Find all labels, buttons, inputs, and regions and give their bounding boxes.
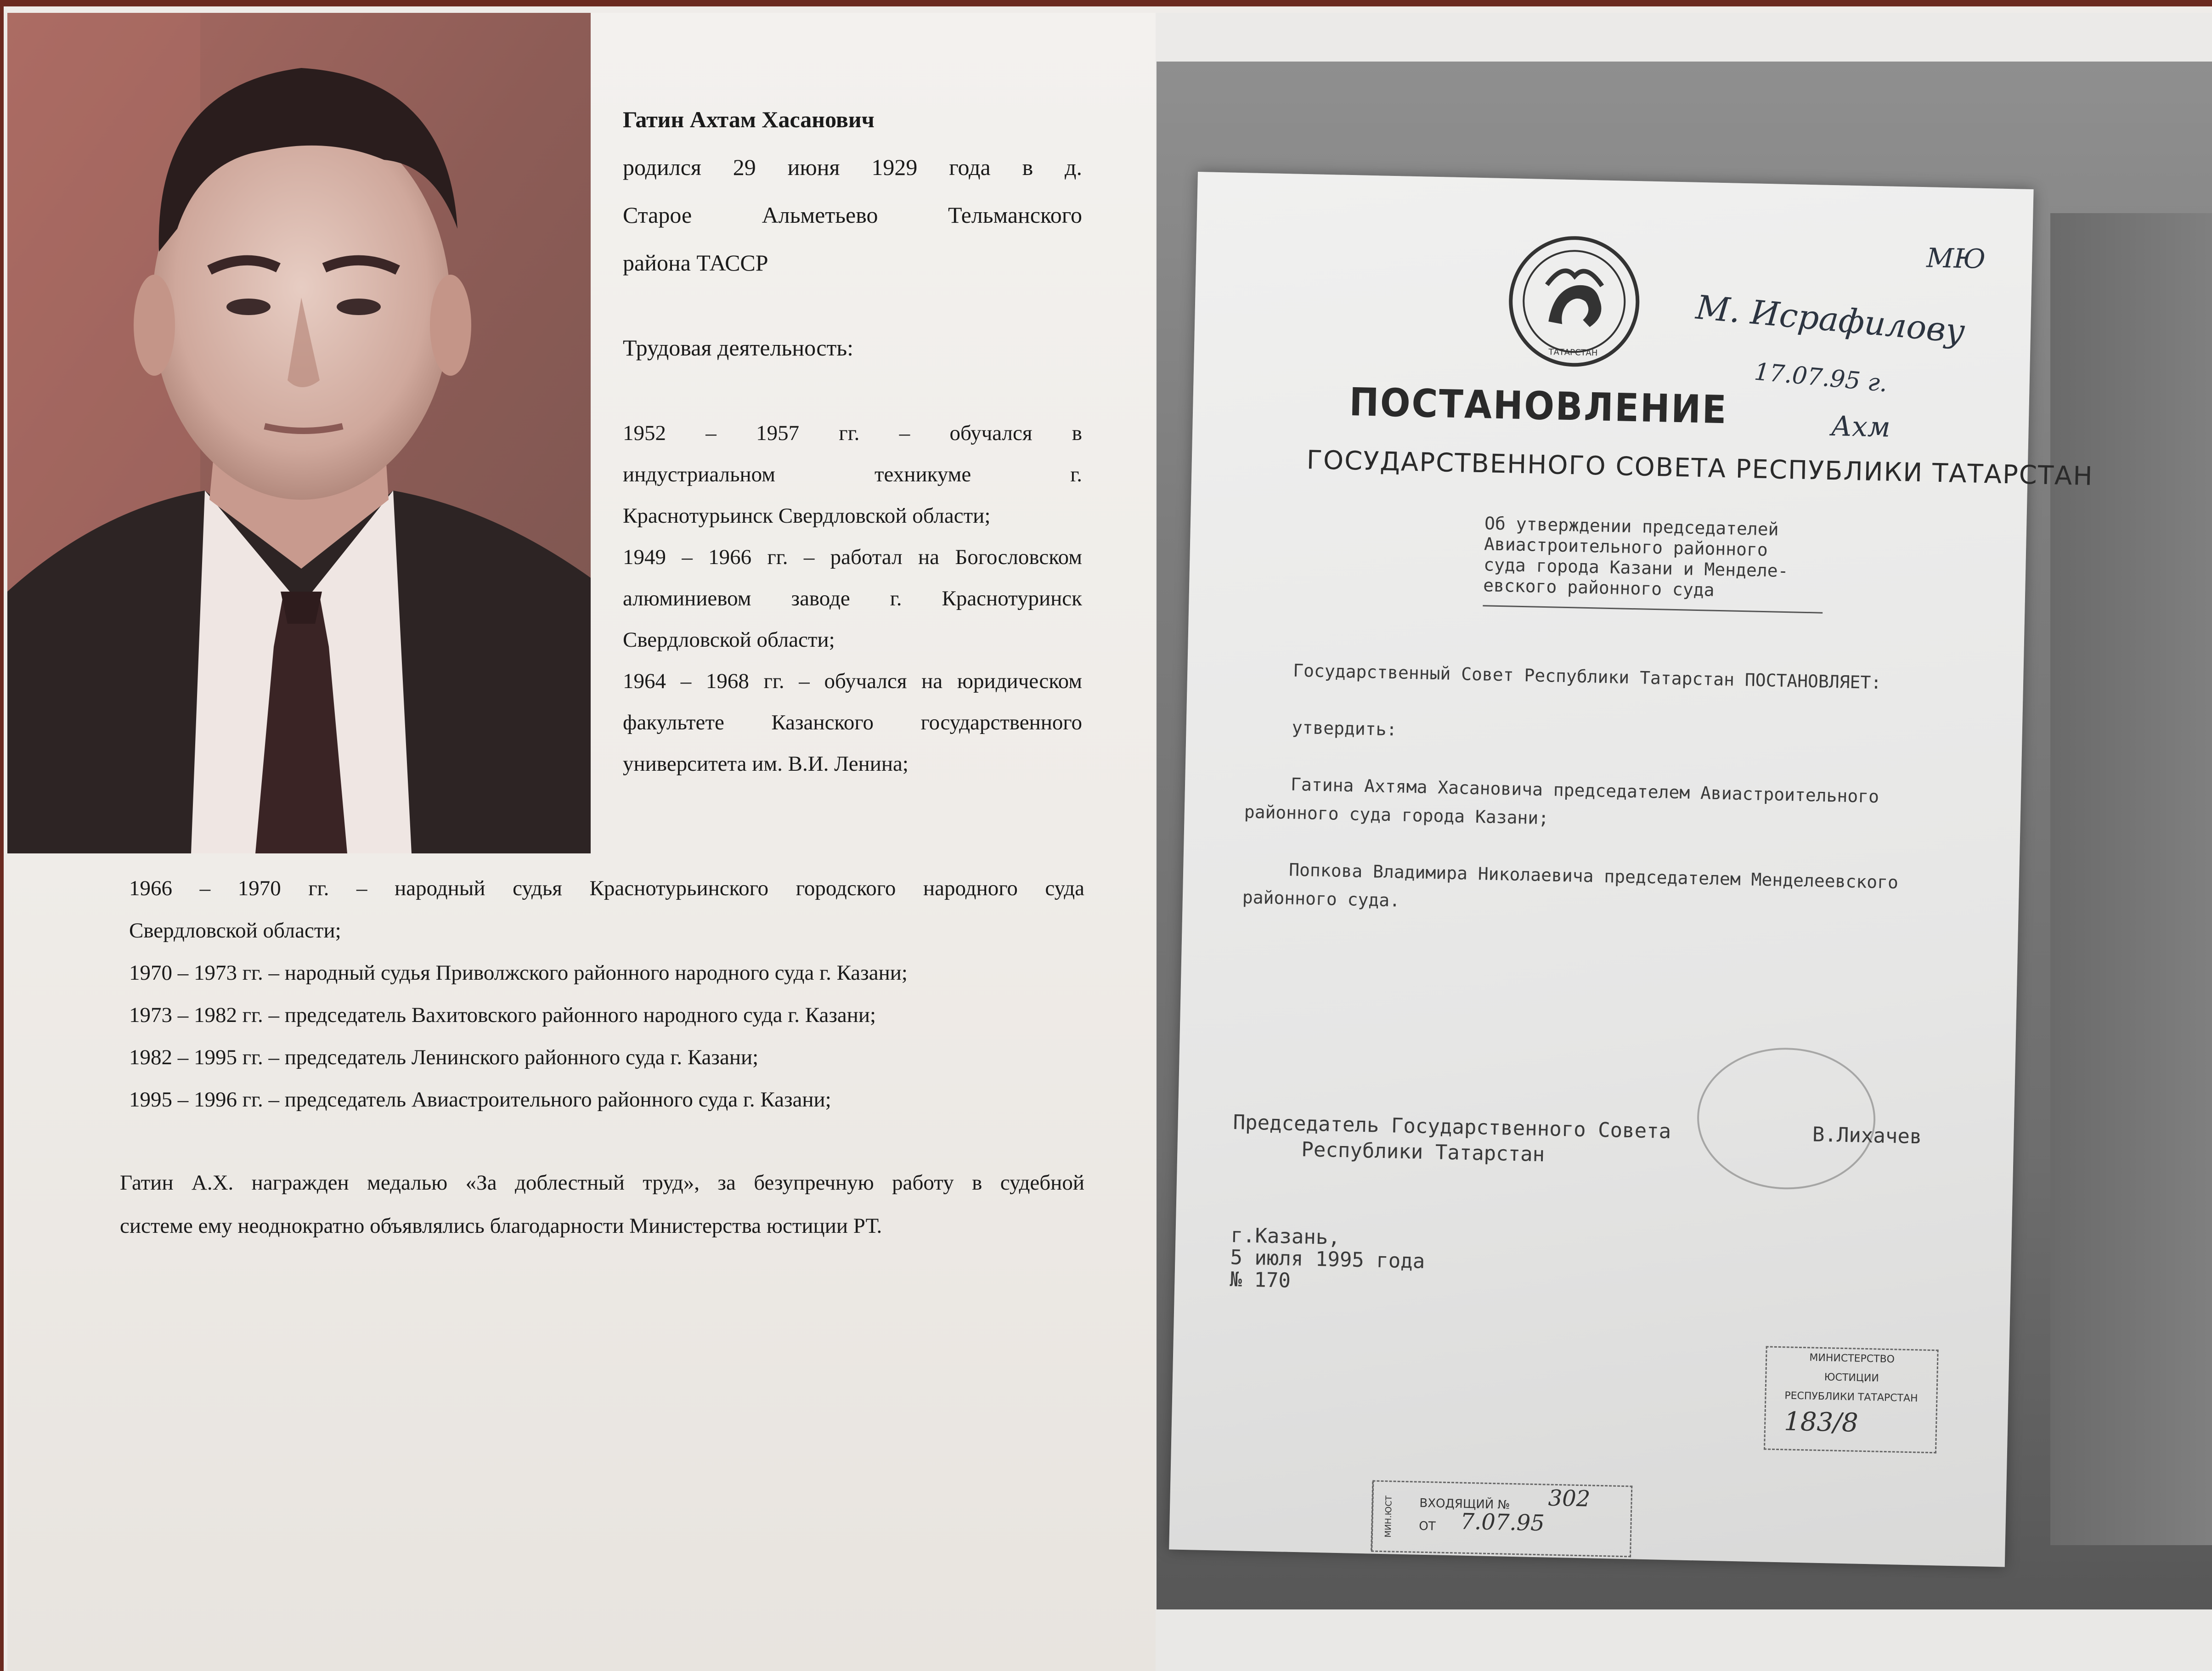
- ministry-stamp-line: ЮСТИЦИИ: [1824, 1372, 1879, 1384]
- signer-position: Республики Татарстан: [1301, 1138, 1545, 1167]
- bio-intro: [623, 96, 1082, 287]
- incoming-stamp-side: МИН.ЮСТ: [1371, 1482, 1405, 1551]
- career-line: 1949 – 1966 гг. – работал на Богословском: [623, 545, 1082, 569]
- incoming-number: 302: [1548, 1485, 1591, 1512]
- bio-intro-line: родился 29 июня 1929 года в д.: [623, 154, 1082, 180]
- career-line: 1973 – 1982 гг. – председатель Вахитовского районного народного суда г. Казани;: [129, 1003, 876, 1027]
- career-line: индустриальном техникуме г.: [623, 463, 1082, 486]
- handwritten-corner-mark: МЮ: [1926, 242, 1986, 275]
- resolution-document: [1169, 172, 2094, 1567]
- career-list-narrow: [623, 412, 1082, 785]
- emblem-text: ТАТАРСТАН: [1548, 347, 1598, 358]
- body-item-line: Гатина Ахтяма Хасановича председателем Авиастроительного: [1290, 774, 1879, 807]
- incoming-label: ВХОДЯЩИЙ №: [1419, 1496, 1510, 1512]
- career-line: Свердловской области;: [623, 628, 835, 652]
- document-subtitle: ГОСУДАРСТВЕННОГО СОВЕТА РЕСПУБЛИКИ ТАТАРСТАН: [1306, 445, 2094, 491]
- ministry-stamp-line: РЕСПУБЛИКИ ТАТАРСТАН: [1784, 1390, 1918, 1405]
- signer-name: В.Лихачев: [1812, 1123, 1922, 1149]
- photo-background: [2050, 213, 2212, 1545]
- ministry-stamp: [1764, 1346, 1939, 1453]
- subject-line: евского районного суда: [1483, 575, 1715, 600]
- career-list-wide: [129, 867, 1084, 1121]
- incoming-from-label: ОТ: [1419, 1519, 1436, 1534]
- document-body: [1242, 655, 1945, 926]
- handwritten-initials: Ахм: [1830, 410, 1891, 444]
- career-line: алюминиевом заводе г. Краснотуринск: [623, 587, 1082, 610]
- career-line: факультете Казанского государственного: [623, 711, 1082, 734]
- signer-position: Председатель Государственного Совета: [1233, 1111, 1671, 1144]
- body-preamble: Государственный Совет Республики Татарстан ПОСТАНОВЛЯЕТ:: [1292, 660, 1882, 693]
- body-item-line: Попкова Владимира Николаевича председателем Менделеевского: [1288, 859, 1899, 893]
- ministry-stamp-number: 183/8: [1783, 1406, 1859, 1438]
- document-title: ПОСТАНОВЛЕНИЕ: [1349, 379, 1728, 433]
- document-city: г.Казань,: [1230, 1224, 1341, 1249]
- document-number: № 170: [1229, 1267, 1291, 1293]
- subject-line: Авиастроительного районного: [1484, 534, 1768, 560]
- award-line: системе ему неоднократно объявлялись благодарности Министерства юстиции РТ.: [120, 1214, 882, 1238]
- ministry-stamp-line: МИНИСТЕРСТВО: [1809, 1352, 1895, 1366]
- body-approve: утвердить:: [1292, 717, 1397, 740]
- award-paragraph: [120, 1161, 1084, 1248]
- document-place-date: [1230, 1225, 1426, 1295]
- career-line: Краснотурьинск Свердловской области;: [623, 504, 991, 528]
- section-title: Трудовая деятельность:: [623, 335, 854, 361]
- subject-line: суда города Казани и Менделе-: [1483, 554, 1789, 581]
- bio-intro-line: Старое Альметьево Тельманского: [623, 202, 1082, 228]
- body-item-line: районного суда.: [1242, 887, 1400, 911]
- career-line: 1970 – 1973 гг. – народный судья Приволжского районного народного суда г. Казани;: [129, 961, 908, 985]
- tatarstan-emblem-icon: [1506, 233, 1642, 369]
- document-date: 5 июля 1995 года: [1230, 1246, 1425, 1273]
- subject-underline: [1483, 605, 1823, 613]
- award-line: Гатин А.Х. награжден медалью «За доблестный труд», за безупречную работу в судебной: [120, 1171, 1084, 1195]
- career-line: 1982 – 1995 гг. – председатель Ленинского районного суда г. Казани;: [129, 1045, 759, 1069]
- career-line: университета им. В.И. Ленина;: [623, 752, 908, 776]
- bio-intro-line: района ТАССР: [623, 250, 768, 276]
- incoming-stamp: [1371, 1480, 1632, 1558]
- portrait-photo: [7, 13, 591, 853]
- body-item-line: районного суда города Казани;: [1244, 802, 1549, 829]
- handwritten-date: 17.07.95 г.: [1753, 358, 1889, 398]
- career-line: Свердловской области;: [129, 919, 341, 943]
- person-name: Гатин Ахтам Хасанович: [623, 107, 875, 132]
- document-subject: [1483, 513, 1825, 603]
- incoming-date: 7.07.95: [1460, 1508, 1545, 1536]
- subject-line: Об утверждении председателей: [1484, 513, 1779, 540]
- career-line: 1995 – 1996 гг. – председатель Авиастроительного районного суда г. Казани;: [129, 1088, 831, 1112]
- career-line: 1966 – 1970 гг. – народный судья Краснотурьинского городского народного суда: [129, 876, 1084, 900]
- handwritten-note: М. Исрафилову: [1694, 288, 1967, 351]
- biography-page: [7, 13, 1156, 1671]
- career-line: 1964 – 1968 гг. – обучался на юридическом: [623, 669, 1082, 693]
- career-line: 1952 – 1957 гг. – обучался в: [623, 421, 1082, 445]
